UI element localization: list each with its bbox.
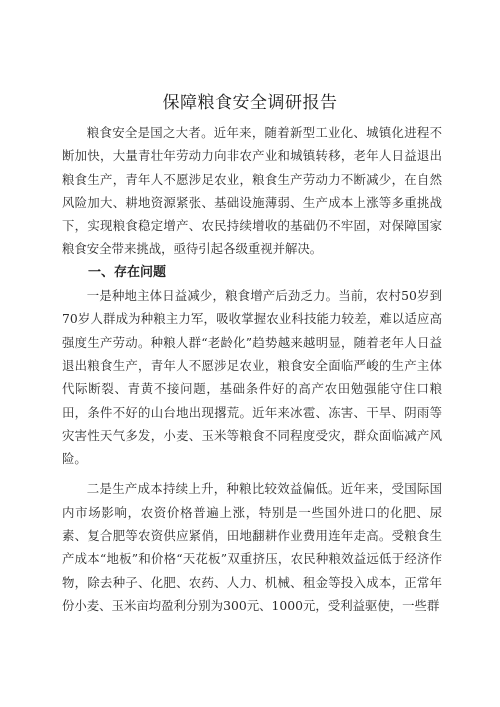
body-paragraph-2: 二是生产成本持续上升，种粮比较效益偏低。近年来，受国际国内市场影响，农资价格普遍上涨，特别是一些国外进口的化肥、尿素、复合肥等农资供应紧俏，田地翻耕作业费用连年走高。受粮食生产成本“地板”和价格“天花板”双重挤压，农民种粮效益远低于经济作物，除去种子、化肥、农药、人力、机械、租金等投入成本，正常年份小麦、玉米亩均盈利分别为300元、1000元，受利益驱使，一些群 bbox=[62, 481, 442, 613]
intro-paragraph: 粮食安全是国之大者。近年来，随着新型工业化、城镇化进程不断加快，大量青壮年劳动力向非农产业和城镇转移，老年人日益退出粮食生产，青年人不愿涉足农业，粮食生产劳动力不断减少，在自然风险加大、耕地资源紧张、基础设施薄弱、生产成本上涨等多重挑战下，实现粮食稳定增产、农民持续增收的基础仍不牢固，对保障国家粮食安全带来挑战，亟待引起各级重视并解决。 bbox=[62, 125, 442, 257]
body-paragraph-1: 一是种地主体日益减少，粮食增产后劲乏力。当前，农村50岁到70岁人群成为种粮主力军，吸收掌握农业科技能力较差，难以适应高强度生产劳动。种粮人群“老龄化”趋势越来越明显，随着老年人日益退出粮食生产，青年人不愿涉足农业，粮食安全面临严峻的生产主体代际断裂、青黄不接问题，基础条件好的高产农田勉强能守住口粮田，条件不好的山台地出现撂荒。近年来冰雹、冻害、干旱、阴雨等灾害性天气多发，小麦、玉米等粮食不同程度受灾，群众面临减产风险。 bbox=[62, 288, 442, 467]
document-body bbox=[62, 121, 442, 617]
section-heading: 一、存在问题 bbox=[88, 264, 167, 280]
document-title: 保障粮食安全调研报告 bbox=[162, 93, 338, 113]
